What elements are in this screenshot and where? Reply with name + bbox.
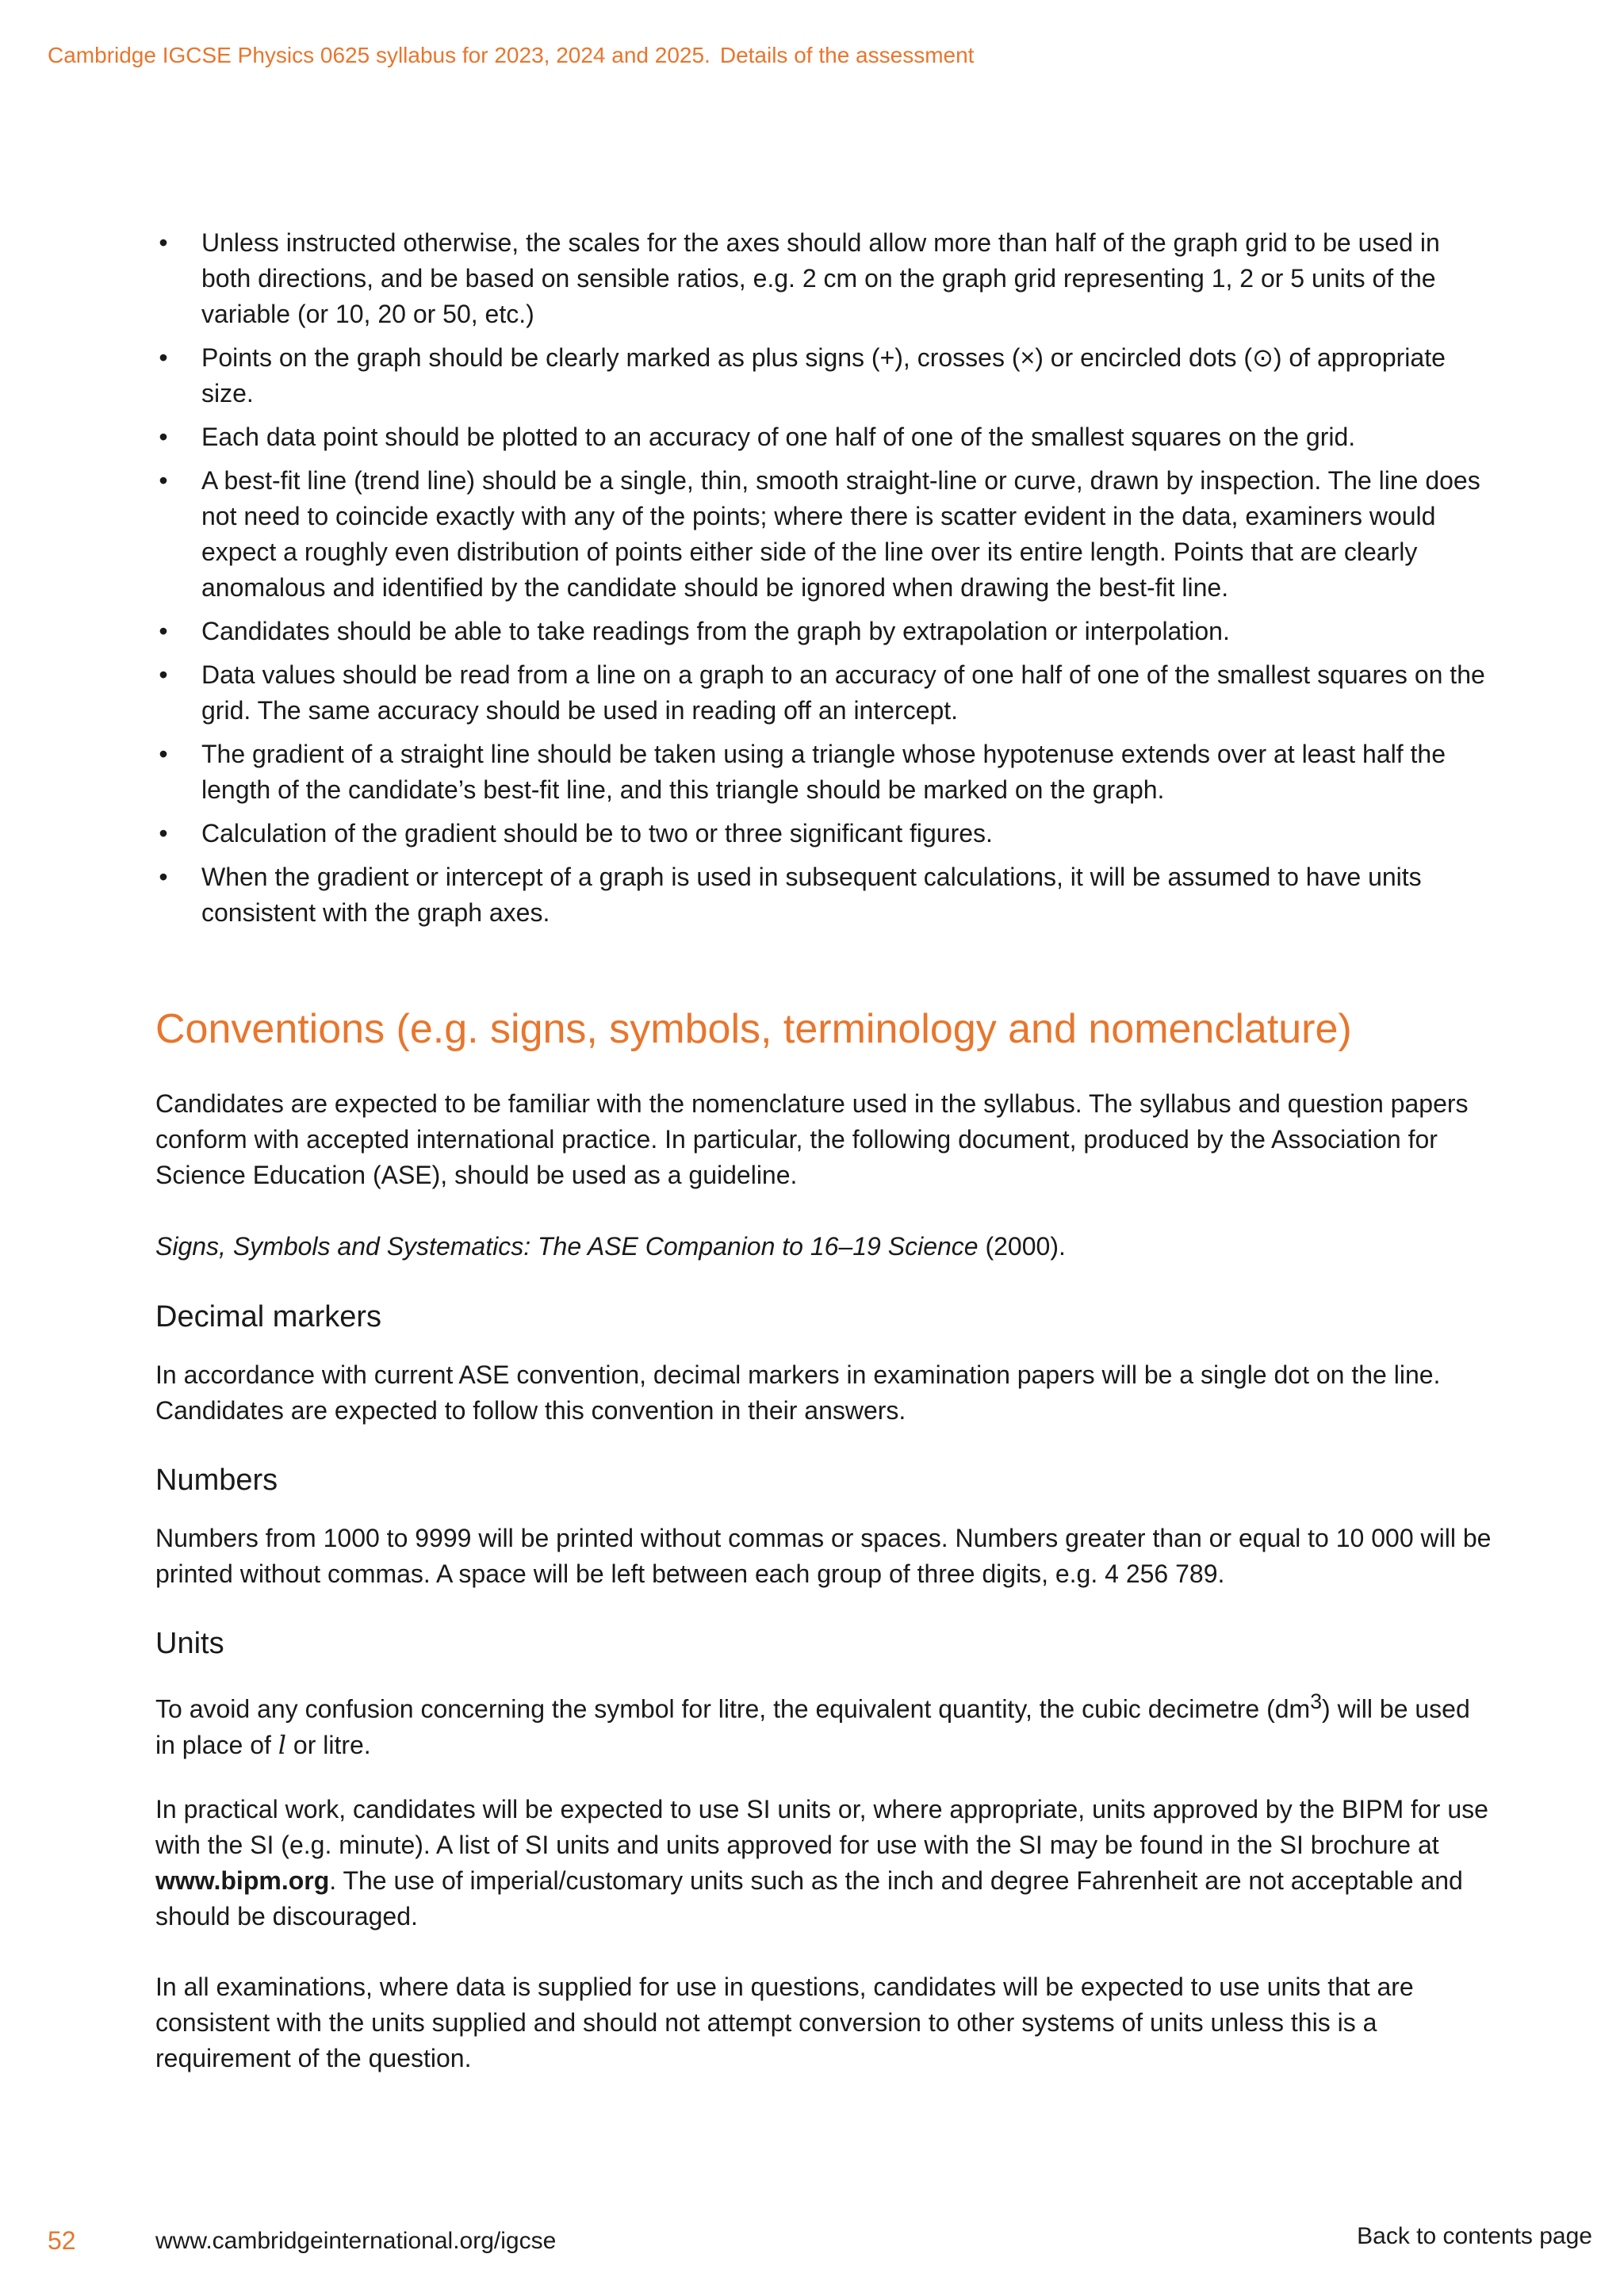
numbers-text: Numbers from 1000 to 9999 will be printed without commas or spaces. Numbers greater than or equal to 10 000 will be printed without commas. A space will be left between each group of three digits, e.g. 4 256 789.	[155, 1524, 1492, 1588]
bullet-icon: •	[159, 660, 168, 689]
decimal-markers-text: In accordance with current ASE convention, decimal markers in examination papers will be a single dot on the line. Candidates are expected to follow this convention in their answers.	[155, 1360, 1441, 1425]
litre-symbol: l	[278, 1729, 286, 1760]
ase-reference	[155, 1229, 1496, 1265]
bullet-icon: •	[159, 819, 168, 848]
header-title: Cambridge IGCSE Physics 0625 syllabus for 2023, 2024 and 2025.	[48, 43, 710, 67]
list-item: • Calculation of the gradient should be to two or three significant figures.	[155, 816, 1496, 851]
list-item: • Unless instructed otherwise, the scales for the axes should allow more than half of the graph grid to be used in both directions, and be based on sensible ratios, e.g. 2 cm on the graph grid representing 1, 2 or 5 units of the variable (or 10, 20 or 50, etc.)	[155, 225, 1496, 332]
decimal-markers-heading: Decimal markers	[155, 1300, 382, 1334]
bullet-icon: •	[159, 228, 168, 257]
list-item: • Data values should be read from a line on a graph to an accuracy of one half of one of the smallest squares on the grid. The same accuracy should be used in reading off an intercept.	[155, 657, 1496, 729]
footer-url-link[interactable]: www.cambridgeinternational.org/igcse	[155, 2228, 557, 2254]
conventions-heading: Conventions (e.g. signs, symbols, terminology and nomenclature)	[155, 1006, 1352, 1052]
units-paragraph-1: To avoid any confusion concerning the symbol for litre, the equivalent quantity, the cubic decimetre $(dm^3)$ will be used in place of l or litre.	[155, 1689, 1470, 1760]
bullet-icon: •	[159, 740, 168, 768]
list-item: • When the gradient or intercept of a graph is used in subsequent calculations, it will be assumed to have units consistent with the graph axes.	[155, 859, 1496, 931]
conventions-intro: Candidates are expected to be familiar with the nomenclature used in the syllabus. The syllabus and question papers conform with accepted international practice. In particular, the following document, produced by the Association for Science Education (ASE), should be used as a guideline.	[155, 1089, 1469, 1189]
units-paragraph-2: In practical work, candidates will be expected to use SI units or, where appropriate, units approved by the BIPM for use with the SI (e.g. minute). A list of SI units and units approved for use with the SI may be found in the SI brochure at www.bipm.org. The use of imperial/customary units such as the inch and degree Fahrenheit are not acceptable and should be discouraged.	[155, 1795, 1488, 1931]
bullet-icon: •	[159, 863, 168, 891]
list-item: • Points on the graph should be clearly marked as plus signs (+), crosses (×) or encircled dots (⊙) of appropriate size.	[155, 340, 1496, 411]
back-to-contents-link[interactable]: Back to contents page	[1357, 2223, 1592, 2249]
units-paragraph-3: In all examinations, where data is supplied for use in questions, candidates will be expected to use units that are consistent with the units supplied and should not attempt conversion to other systems of units unless this is a requirement of the question.	[155, 1973, 1414, 2072]
reference-year: (2000).	[978, 1232, 1066, 1261]
list-item: • A best-fit line (trend line) should be a single, thin, smooth straight-line or curve, drawn by inspection. The line does not need to coincide exactly with any of the points; where there is scatter evident in the data, examiners would expect a roughly even distribution of points either side of the line over its entire length. Points that are clearly anomalous and identified by the candidate should be ignored when drawing the best-fit line.	[155, 463, 1496, 606]
bullet-icon: •	[159, 617, 168, 645]
reference-title: Signs, Symbols and Systematics: The ASE Companion to 16–19 Science	[155, 1232, 979, 1261]
units-heading: Units	[155, 1627, 224, 1660]
page-number: 52	[48, 2226, 76, 2255]
header-section: Details of the assessment	[719, 43, 975, 67]
list-item: • Each data point should be plotted to an accuracy of one half of one of the smallest squares on the grid.	[155, 419, 1496, 455]
bullet-icon: •	[159, 466, 168, 495]
bipm-link[interactable]: www.bipm.org	[155, 1866, 330, 1895]
numbers-heading: Numbers	[155, 1464, 278, 1497]
graph-guidelines-list	[155, 225, 1496, 939]
list-item: • The gradient of a straight line should be taken using a triangle whose hypotenuse extends over at least half the length of the candidate’s best-fit line, and this triangle should be marked on the graph.	[155, 737, 1496, 808]
bullet-icon: •	[159, 423, 168, 451]
list-item: • Candidates should be able to take readings from the graph by extrapolation or interpolation.	[155, 614, 1496, 649]
bullet-icon: •	[159, 343, 168, 372]
running-header	[48, 43, 974, 68]
